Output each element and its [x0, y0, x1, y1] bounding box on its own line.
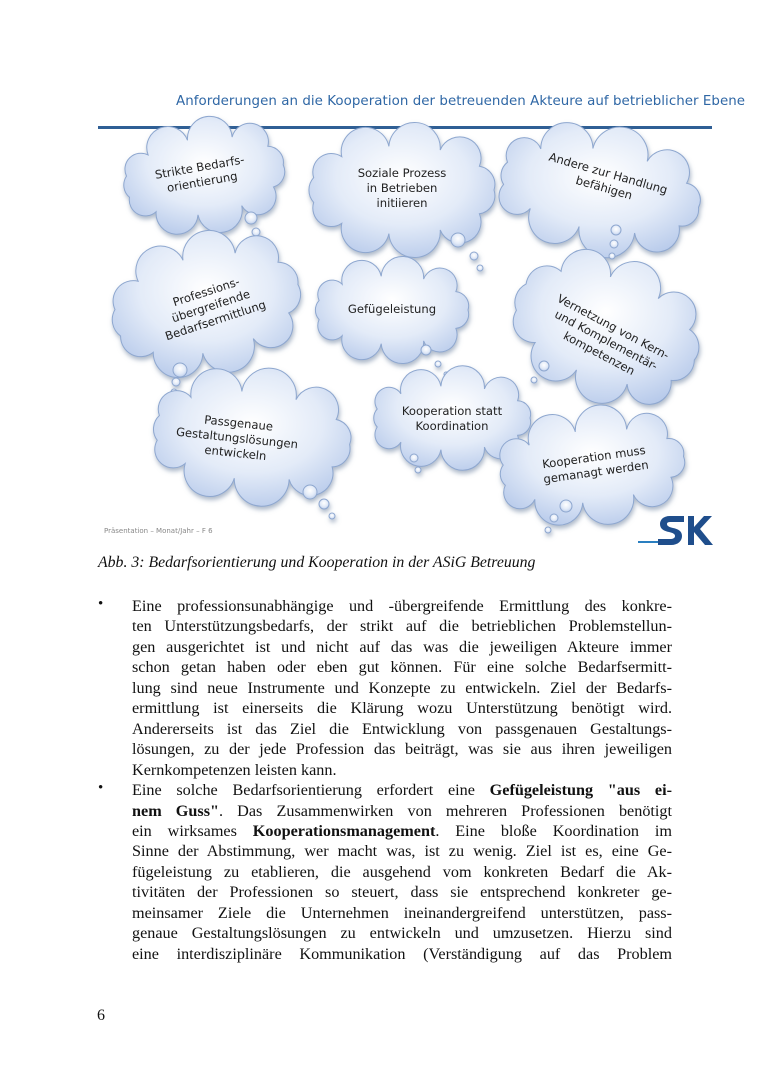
- thought-bubble-dot: [610, 240, 618, 248]
- bullet-list: [96, 596, 672, 964]
- slide-footer: Präsentation – Monat/Jahr – F 6: [104, 527, 213, 535]
- paragraph-line: schon getan haben oder eben gut können. Für eine solche Bedarfsermitt-: [132, 658, 672, 677]
- cloud-label-professionsuebergreifende-bedarfsermittlung: Professions- übergreifende Bedarfsermittlung: [163, 274, 268, 344]
- paragraph-line: [132, 821, 672, 841]
- thought-bubble-dot: [172, 378, 180, 386]
- paragraph-line: eine interdisziplinäre Kommunikation (Verständigung auf das Problem: [132, 944, 672, 963]
- thought-bubble-dot: [245, 212, 257, 224]
- thought-bubble-dot: [173, 363, 187, 377]
- bullet-item-bedarfsermittlung: [96, 596, 672, 780]
- figure-caption: Abb. 3: Bedarfsorientierung und Kooperation in der ASiG Betreuung: [98, 554, 536, 571]
- paragraph-line: fügeleistung zu etablieren, die ausgehend vom konkreten Bedarf die Ak-: [132, 862, 672, 881]
- paragraph-line: Eine professionsunabhängige und -übergreifende Ermittlung des konkre-: [132, 597, 672, 615]
- thought-bubble-dot: [435, 361, 441, 367]
- thought-bubble-dot: [560, 500, 572, 512]
- thought-bubble-dot: [477, 265, 483, 271]
- thought-bubble-dot: [421, 345, 431, 355]
- paragraph-line: ten Unterstützungsbedarfs, der strikt auf die betrieblichen Problemstellun-: [132, 617, 672, 636]
- figure-slide: [96, 78, 746, 546]
- page-number: 6: [97, 1007, 105, 1024]
- thought-bubble-dot: [303, 485, 317, 499]
- paragraph-line: Sinne der Abstimmung, wer macht was, ist zu wenig. Ziel ist es, eine Ge-: [132, 842, 672, 861]
- cloud-label-passgenaue-gestaltungsloesungen: Passgenaue Gestaltungslösungen entwickeln: [175, 412, 299, 464]
- text-run: ein wirksames: [132, 821, 253, 840]
- thought-bubble-dot: [415, 467, 421, 473]
- logo-s-shape: [658, 516, 684, 545]
- bold-term-gefuegeleistung: Gefügeleistung "aus ei-: [489, 781, 672, 800]
- paragraph-line: [132, 801, 672, 821]
- text-run: . Eine bloße Koordination im: [435, 821, 672, 840]
- cloud-label-kooperation-managen: Kooperation muss gemanagt werden: [541, 442, 650, 487]
- paragraph-line: tivitäten der Professionen so steuert, dass sie entsprechend konkreter ge-: [132, 883, 672, 902]
- paragraph-line: [132, 780, 672, 800]
- thought-bubble-dot: [410, 454, 418, 462]
- cloud-label-soziale-prozesse: Soziale Prozess in Betrieben initiieren: [357, 166, 447, 210]
- thought-bubble-dot: [611, 225, 621, 235]
- thought-bubble-dot: [539, 361, 549, 371]
- paragraph-line: Kernkompetenzen leisten kann.: [132, 760, 337, 779]
- bold-term-kooperationsmanagement: Kooperationsmanagement: [252, 821, 436, 840]
- organisation-logo: [636, 512, 716, 546]
- text-run: . Das Zusammenwirken von mehreren Professionen benötigt: [219, 801, 673, 820]
- paragraph-line: genaue Gestaltungslösungen zu entwickeln und umzusetzen. Hierzu sind: [132, 924, 672, 943]
- paragraph-line: gen ausgerichtet ist und nicht auf das was die jeweiligen Akteure immer: [132, 637, 672, 656]
- cloud-label-andere-befaehigen: Andere zur Handlung befähigen: [547, 149, 670, 203]
- paragraph-line: ermittlung ist einerseits die Klärung wozu Unterstützung benötigt wird.: [132, 699, 672, 718]
- bullet-item-gefuegeleistung: [96, 780, 672, 964]
- thought-bubble-dot: [329, 513, 335, 519]
- thought-bubble-dot: [531, 377, 537, 383]
- thought-bubble-dot: [470, 252, 478, 260]
- thought-bubble-dot: [545, 527, 551, 533]
- bold-term-aus-einem-guss: nem Guss": [132, 801, 219, 820]
- paragraph-line: Andererseits ist das Ziel die Entwicklung von passgenauen Gestaltungs-: [132, 719, 672, 738]
- paragraph-line: lung sind neue Instrumente und Konzepte zu entwickeln. Ziel der Bedarfs-: [132, 678, 672, 697]
- thought-bubble-dot: [252, 228, 260, 236]
- text-run: Eine solche Bedarfsorientierung erfordert eine: [132, 781, 490, 800]
- paragraph-line: meinsamer Ziele die Unternehmen ineinandergreifend unterstützen, pass-: [132, 903, 672, 922]
- logo-k-shape: [688, 516, 713, 545]
- cloud-label-vernetzung-kompetenzen: Vernetzung von Kern- und Komplementär- kompetenzen: [552, 291, 672, 378]
- thought-bubble-dot: [609, 253, 615, 259]
- paragraph-line: lösungen, zu der jede Profession das beiträgt, was sie aus ihren jeweiligen: [132, 740, 672, 759]
- cloud-label-strikte-bedarfsorientierung: Strikte Bedarfs- orientierung: [153, 152, 246, 195]
- bullet-marker: •: [98, 596, 104, 612]
- slide-title: Anforderungen an die Kooperation der betreuenden Akteure auf betrieblicher Ebene: [176, 94, 746, 109]
- cloud-label-kooperation-statt-koordination: Kooperation statt Koordination: [401, 404, 503, 433]
- cloud-label-gefuegeleistung: Gefügeleistung: [347, 302, 437, 316]
- thought-bubble-dot: [319, 499, 329, 509]
- thought-bubble-dot: [451, 233, 465, 247]
- bullet-marker: •: [98, 780, 104, 797]
- thought-bubble-dot: [550, 514, 558, 522]
